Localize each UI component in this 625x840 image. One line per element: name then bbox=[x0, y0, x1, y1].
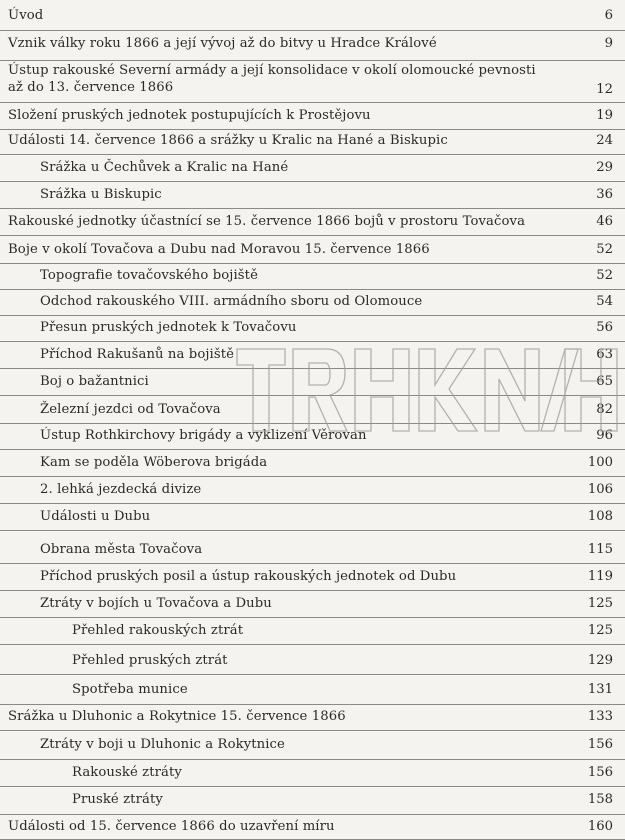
toc-entry-page: 108 bbox=[587, 509, 613, 524]
toc-entry-title: Srážka u Biskupic bbox=[40, 187, 162, 202]
toc-entry-title: Přehled pruských ztrát bbox=[72, 653, 228, 668]
toc-entry[interactable] bbox=[0, 590, 625, 618]
toc-entry-page: 12 bbox=[596, 82, 613, 97]
toc-entry[interactable] bbox=[0, 814, 625, 840]
toc-entry-page: 96 bbox=[596, 428, 613, 443]
toc-entry-title: Kam se poděla Wöberova brigáda bbox=[40, 455, 268, 470]
toc-entry[interactable] bbox=[0, 129, 625, 155]
toc-entry[interactable] bbox=[0, 449, 625, 477]
toc-entry-title: Události od 15. července 1866 do uzavření míru bbox=[8, 819, 335, 834]
toc-entry-page: 156 bbox=[587, 765, 613, 780]
toc-entry-title: Přehled rakouských ztrát bbox=[72, 623, 244, 638]
toc-entry-page: 56 bbox=[596, 320, 613, 335]
toc-entry-title: Topografie tovačovského bojiště bbox=[40, 268, 258, 283]
toc-entry-title: Srážka u Čechůvek a Kralic na Hané bbox=[40, 160, 289, 175]
toc-entry-title: Složení pruských jednotek postupujících k Prostějovu bbox=[8, 108, 371, 123]
toc-entry-page: 52 bbox=[596, 268, 613, 283]
toc-entry[interactable] bbox=[0, 208, 625, 236]
toc-entry-page: 125 bbox=[587, 596, 613, 611]
toc-entry[interactable] bbox=[0, 644, 625, 675]
toc-entry[interactable] bbox=[0, 0, 625, 31]
toc-entry[interactable] bbox=[0, 503, 625, 531]
toc-entry-title: Příchod Rakušanů na bojiště bbox=[40, 347, 235, 362]
toc-entry-title: Ztráty v boji u Dluhonic a Rokytnice bbox=[40, 737, 285, 752]
toc-entry-title: Boj o bažantnici bbox=[40, 374, 149, 389]
toc-entry-title: Rakouské ztráty bbox=[72, 765, 182, 780]
toc-entry-title: Srážka u Dluhonic a Rokytnice 15. července 1866 bbox=[8, 709, 346, 724]
toc-entry-page: 65 bbox=[596, 374, 613, 389]
toc-entry-page: 158 bbox=[587, 792, 613, 807]
toc-entry-title: 2. lehká jezdecká divize bbox=[40, 482, 202, 497]
toc-entry[interactable] bbox=[0, 786, 625, 815]
toc-entry-page: 19 bbox=[596, 108, 613, 123]
toc-entry-title: Odchod rakouského VIII. armádního sboru od Olomouce bbox=[40, 294, 423, 309]
toc-entry-title: Události 14. července 1866 a srážky u Kralic na Hané a Biskupic bbox=[8, 133, 448, 148]
toc-entry[interactable] bbox=[0, 617, 625, 645]
toc-entry[interactable] bbox=[0, 154, 625, 182]
toc-entry-page: 129 bbox=[587, 653, 613, 668]
toc-entry-title: Příchod pruských posil a ústup rakouských jednotek od Dubu bbox=[40, 569, 457, 584]
toc-entry-page: 100 bbox=[587, 455, 613, 470]
toc-entry[interactable] bbox=[0, 674, 625, 705]
toc-entry-title: Vznik války roku 1866 a její vývoj až do bitvy u Hradce Králové bbox=[8, 36, 437, 51]
toc-entry[interactable] bbox=[0, 341, 625, 369]
toc-entry[interactable] bbox=[0, 289, 625, 316]
toc-entry[interactable] bbox=[0, 423, 625, 450]
toc-entry-page: 106 bbox=[587, 482, 613, 497]
toc-entry-page: 24 bbox=[596, 133, 613, 148]
toc-entry-title: Boje v okolí Tovačova a Dubu nad Moravou 15. července 1866 bbox=[8, 242, 430, 257]
toc-entry-title: Úvod bbox=[8, 8, 44, 23]
toc-entry[interactable] bbox=[0, 563, 625, 591]
toc-entry[interactable] bbox=[0, 395, 625, 424]
toc-entry[interactable] bbox=[0, 315, 625, 342]
toc-entry-page: 63 bbox=[596, 347, 613, 362]
toc-entry-title: Rakouské jednotky účastnící se 15. července 1866 bojů v prostoru Tovačova bbox=[8, 214, 526, 229]
toc-entry-page: 156 bbox=[587, 737, 613, 752]
toc-entry[interactable] bbox=[0, 102, 625, 130]
toc-entry[interactable] bbox=[0, 476, 625, 504]
toc-entry[interactable] bbox=[0, 704, 625, 731]
toc-entry-title: Spotřeba munice bbox=[72, 682, 188, 697]
toc-entry-page: 6 bbox=[604, 8, 613, 23]
toc-entry[interactable] bbox=[0, 30, 625, 61]
toc-entry-page: 160 bbox=[587, 819, 613, 834]
toc-entry-page: 54 bbox=[596, 294, 613, 309]
toc-entry-page: 133 bbox=[587, 709, 613, 724]
toc-entry[interactable] bbox=[0, 759, 625, 787]
toc-entry-page: 125 bbox=[587, 623, 613, 638]
toc-entry-title: Ústup Rothkirchovy brigády a vyklizení Věrovan bbox=[40, 428, 367, 443]
toc-entry[interactable] bbox=[0, 263, 625, 290]
toc-entry[interactable] bbox=[0, 235, 625, 264]
toc-entry-page: 119 bbox=[587, 569, 613, 584]
toc-entry-title: Ztráty v bojích u Tovačova a Dubu bbox=[40, 596, 272, 611]
toc-entry-title: Přesun pruských jednotek k Tovačovu bbox=[40, 320, 297, 335]
toc-entry-page: 29 bbox=[596, 160, 613, 175]
toc-entry-title: Události u Dubu bbox=[40, 509, 151, 524]
toc-entry-page: 46 bbox=[596, 214, 613, 229]
toc-entry-page: 82 bbox=[596, 402, 613, 417]
toc-entry-page: 131 bbox=[587, 682, 613, 697]
toc-entry-title: Obrana města Tovačova bbox=[40, 542, 203, 557]
toc-entry[interactable] bbox=[0, 530, 625, 564]
toc-entry-page: 115 bbox=[587, 542, 613, 557]
toc-entry-page: 36 bbox=[596, 187, 613, 202]
toc-entry-page: 9 bbox=[604, 36, 613, 51]
toc-entry-title: Železní jezdci od Tovačova bbox=[40, 402, 221, 417]
toc-entry-title: Pruské ztráty bbox=[72, 792, 163, 807]
toc-entry[interactable] bbox=[0, 368, 625, 396]
toc-entry-title: Ústup rakouské Severní armády a její konsolidace v okolí olomoucké pevnosti až do 13. července 1866 bbox=[8, 63, 536, 95]
toc-entry[interactable] bbox=[0, 181, 625, 209]
toc-entry[interactable] bbox=[0, 730, 625, 760]
toc-entry-page: 52 bbox=[596, 242, 613, 257]
toc-entry[interactable] bbox=[0, 60, 625, 103]
